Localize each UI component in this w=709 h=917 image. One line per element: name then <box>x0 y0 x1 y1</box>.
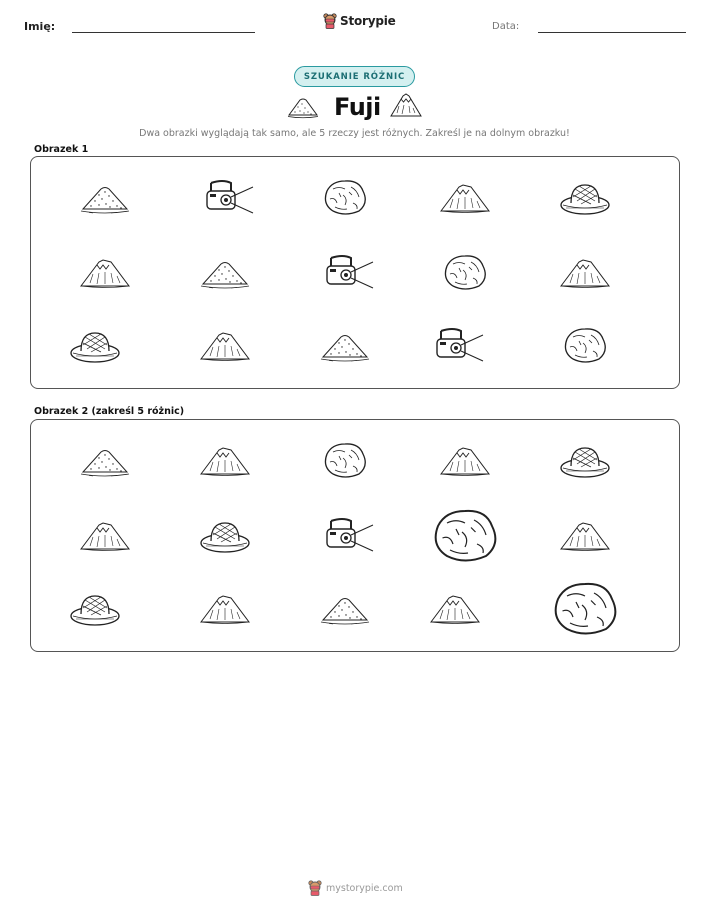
name-label: Imię: <box>24 20 56 33</box>
name-field[interactable] <box>72 32 255 33</box>
rice-pile-icon <box>75 177 135 217</box>
mountain-icon[interactable] <box>435 440 495 480</box>
rice-ball-icon[interactable] <box>540 578 630 638</box>
rice-ball-icon <box>435 252 495 292</box>
mountain-icon[interactable] <box>195 440 255 480</box>
mountain-icon <box>75 252 135 292</box>
instructions: Dwa obrazki wyglądają tak samo, ale 5 rzeczy jest różnych. Zakreśl je na dolnym obrazku! <box>139 128 570 139</box>
mountain-icon[interactable] <box>425 588 485 628</box>
page-title: Fuji <box>334 93 381 121</box>
mountain-icon[interactable] <box>75 515 135 555</box>
camera-icon <box>195 177 255 217</box>
title-rice-pile-icon <box>286 95 320 119</box>
sandal-icon <box>65 325 125 365</box>
sandal-icon[interactable] <box>65 588 125 628</box>
camera-icon <box>315 252 375 292</box>
brand-name: Storypie <box>340 14 396 28</box>
footer <box>308 880 403 896</box>
sandal-icon <box>555 177 615 217</box>
date-label: Data: <box>492 21 520 32</box>
mountain-icon <box>195 325 255 365</box>
rice-pile-icon[interactable] <box>315 588 375 628</box>
mountain-icon <box>555 252 615 292</box>
rice-ball-icon[interactable] <box>315 440 375 480</box>
rice-pile-icon <box>315 325 375 365</box>
brand-logo <box>323 13 396 29</box>
title-mountain-icon <box>389 91 423 119</box>
bear-mascot-icon <box>323 13 337 29</box>
footer-url: mystorypie.com <box>326 882 403 894</box>
activity-badge: SZUKANIE RÓŻNIC <box>294 66 415 87</box>
date-field[interactable] <box>538 32 686 33</box>
rice-ball-icon[interactable] <box>420 505 510 565</box>
rice-ball-icon <box>555 325 615 365</box>
rice-pile-icon[interactable] <box>75 440 135 480</box>
sandal-icon[interactable] <box>195 515 255 555</box>
picture-1-panel <box>30 156 680 389</box>
picture-1-label: Obrazek 1 <box>34 144 89 155</box>
camera-icon[interactable] <box>315 515 375 555</box>
picture-2-label: Obrazek 2 (zakreśl 5 różnic) <box>34 406 185 417</box>
mountain-icon[interactable] <box>195 588 255 628</box>
sandal-icon[interactable] <box>555 440 615 480</box>
mountain-icon <box>435 177 495 217</box>
picture-2-panel[interactable] <box>30 419 680 652</box>
rice-pile-icon <box>195 252 255 292</box>
footer-bear-icon <box>308 880 322 896</box>
rice-ball-icon <box>315 177 375 217</box>
mountain-icon[interactable] <box>555 515 615 555</box>
camera-icon <box>425 325 485 365</box>
